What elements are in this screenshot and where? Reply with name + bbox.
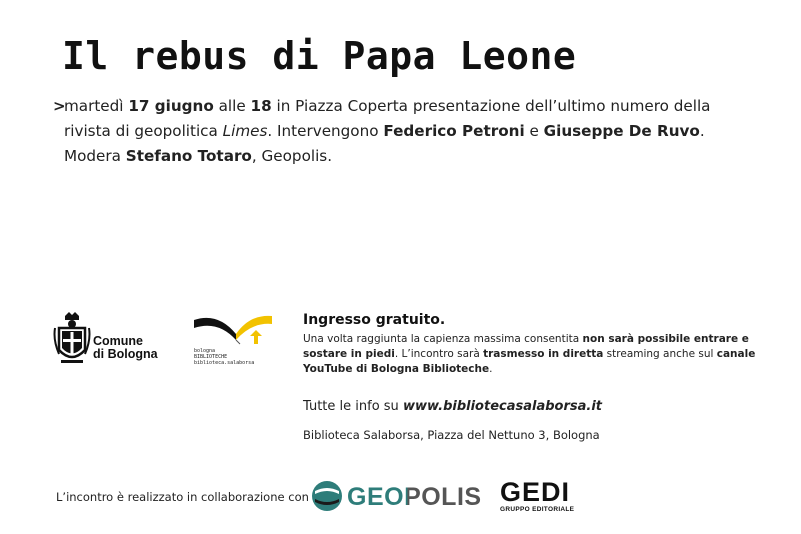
venue-address: Biblioteca Salaborsa, Piazza del Nettuno 3, Bologna	[303, 428, 600, 442]
globe-icon	[310, 479, 344, 513]
more-info-line: Tutte le info su www.bibliotecasalaborsa.it	[303, 399, 602, 414]
website-link[interactable]: www.bibliotecasalaborsa.it	[402, 399, 602, 414]
admission-info	[303, 312, 783, 377]
biblioteche-wordmark: bologna BIBLIOTECHE biblioteca.salaborsa	[194, 348, 255, 366]
description-line-1: martedì 17 giugno alle 18 in Piazza Coperta presentazione dell’ultimo numero della	[64, 97, 711, 115]
comune-di-bologna-logo	[53, 310, 163, 370]
description-line-3: Modera Stefano Totaro, Geopolis.	[64, 147, 333, 165]
free-entry-heading: Ingresso gratuito.	[303, 312, 446, 328]
event-description	[53, 94, 764, 169]
open-book-icon	[190, 310, 280, 350]
geopolis-wordmark: GEOPOLIS	[347, 483, 482, 511]
coat-of-arms-icon	[53, 310, 91, 368]
comune-wordmark: Comune di Bologna	[93, 334, 158, 361]
event-title: Il rebus di Papa Leone	[62, 34, 577, 78]
admission-details: Una volta raggiunta la capienza massima consentita non sarà possibile entrare e sostare in piedi. L’incontro sarà trasmesso in diretta streaming anche sul canale YouTube di Bologna Biblioteche.	[303, 333, 756, 375]
gedi-wordmark: GEDI	[500, 477, 571, 507]
bologna-biblioteche-logo	[190, 310, 290, 370]
gedi-logo	[500, 478, 590, 518]
collaboration-note: L’incontro è realizzato in collaborazione con	[56, 490, 309, 504]
description-line-2: rivista di geopolitica Limes. Intervengono Federico Petroni e Giuseppe De Ruvo.	[64, 122, 705, 140]
arrow-icon: >	[53, 97, 66, 115]
gedi-subtitle: GRUPPO EDITORIALE	[500, 506, 575, 513]
geopolis-logo	[310, 479, 482, 515]
